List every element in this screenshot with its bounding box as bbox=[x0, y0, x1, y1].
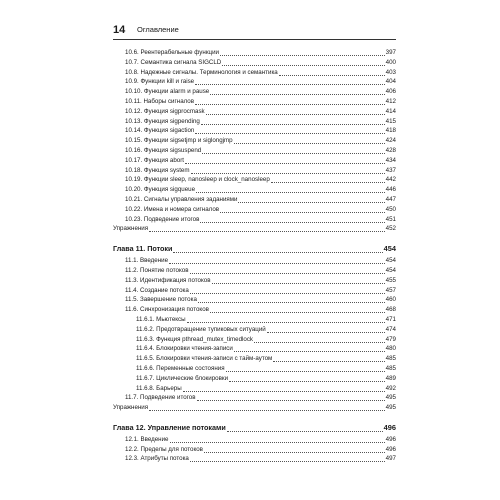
toc-entry-title: 10.17. Функция abort bbox=[125, 156, 185, 164]
toc-entry bbox=[113, 68, 396, 78]
page-number: 14 bbox=[113, 24, 126, 36]
dot-leader bbox=[227, 421, 383, 432]
toc-entry-title: 10.23. Подведение итогов bbox=[125, 215, 200, 223]
dot-leader bbox=[279, 68, 385, 76]
toc-entry-title: 10.12. Функция sigprocmask bbox=[125, 107, 205, 115]
toc-entry bbox=[113, 58, 396, 68]
toc-entry bbox=[113, 224, 396, 234]
dot-leader bbox=[149, 403, 385, 411]
toc-entry-page: 418 bbox=[385, 127, 396, 135]
chapter-gap bbox=[113, 413, 396, 417]
toc-entry-title: 10.13. Функция sigpending bbox=[125, 117, 200, 125]
toc-entry bbox=[113, 384, 396, 394]
chapter-gap bbox=[113, 234, 396, 238]
toc-entry-page: 424 bbox=[385, 137, 396, 145]
toc-entry-title: 11.6. Синхронизация потоков bbox=[125, 306, 209, 314]
toc-entry-title: 10.10. Функции alarm и pause bbox=[125, 88, 210, 96]
toc-entry bbox=[113, 354, 396, 364]
toc-entry-page: 479 bbox=[385, 335, 396, 343]
toc-entry bbox=[113, 195, 396, 205]
dot-leader bbox=[170, 435, 385, 443]
toc-entry-title: 11.6.8. Барьеры bbox=[136, 384, 182, 392]
toc-entry-title: 11.1. Введение bbox=[125, 257, 169, 265]
dot-leader bbox=[149, 224, 385, 232]
dot-leader bbox=[206, 107, 385, 115]
toc-entry-title: 11.7. Подведение итогов bbox=[125, 394, 196, 402]
chapter-heading bbox=[113, 421, 396, 435]
toc-entry bbox=[113, 256, 396, 266]
toc-entry-page: 457 bbox=[385, 286, 396, 294]
toc-entry-title: Упражнения bbox=[113, 225, 149, 233]
toc-entry bbox=[113, 435, 396, 445]
toc-entry-page: 495 bbox=[385, 394, 396, 402]
toc-entry-title: 11.6.2. Предотвращение тупиковых ситуаций bbox=[136, 325, 266, 333]
toc-entry-page: 400 bbox=[385, 58, 396, 66]
toc-entry-title: 11.6.1. Мьютексы bbox=[136, 315, 186, 323]
toc-entry bbox=[113, 77, 396, 87]
dot-leader bbox=[201, 117, 385, 125]
dot-leader bbox=[234, 344, 385, 352]
toc-entry-page: 415 bbox=[385, 117, 396, 125]
dot-leader bbox=[234, 136, 385, 144]
table-of-contents bbox=[113, 48, 396, 464]
toc-entry-page: 446 bbox=[385, 186, 396, 194]
toc-entry-page: 471 bbox=[385, 315, 396, 323]
dot-leader bbox=[254, 335, 385, 343]
dot-leader bbox=[195, 97, 385, 105]
toc-entry bbox=[113, 215, 396, 225]
toc-entry-title: 10.20. Функция sigqueue bbox=[125, 186, 196, 194]
toc-entry-page: 406 bbox=[385, 88, 396, 96]
toc-entry bbox=[113, 156, 396, 166]
dot-leader bbox=[220, 48, 385, 56]
dot-leader bbox=[190, 454, 385, 462]
toc-entry bbox=[113, 305, 396, 315]
dot-leader bbox=[229, 374, 385, 382]
dot-leader bbox=[273, 354, 384, 362]
toc-entry-title: 10.15. Функции sigsetjmp и siglongjmp bbox=[125, 137, 233, 145]
toc-entry bbox=[113, 48, 396, 58]
toc-entry-title: 11.2. Понятие потоков bbox=[125, 266, 189, 274]
dot-leader bbox=[200, 215, 384, 223]
toc-entry bbox=[113, 205, 396, 215]
dot-leader bbox=[173, 242, 382, 253]
toc-entry-title: 11.6.4. Блокировки чтения-записи bbox=[136, 345, 233, 353]
toc-entry-page: 455 bbox=[385, 276, 396, 284]
toc-entry-page: 412 bbox=[385, 97, 396, 105]
dot-leader bbox=[210, 305, 385, 313]
toc-entry-page: 454 bbox=[383, 244, 396, 254]
toc-entry-title: 11.6.6. Переменные состояния bbox=[136, 364, 225, 372]
toc-entry-title: 12.3. Атрибуты потока bbox=[125, 455, 189, 463]
dot-leader bbox=[267, 325, 385, 333]
toc-entry bbox=[113, 325, 396, 335]
toc-entry-page: 495 bbox=[385, 404, 396, 412]
dot-leader bbox=[190, 266, 385, 274]
toc-entry-page: 485 bbox=[385, 364, 396, 372]
dot-leader bbox=[196, 185, 385, 193]
toc-entry bbox=[113, 393, 396, 403]
toc-entry-page: 480 bbox=[385, 345, 396, 353]
toc-entry-title: 12.2. Пределы для потоков bbox=[125, 445, 203, 453]
toc-entry bbox=[113, 403, 396, 413]
dot-leader bbox=[191, 166, 385, 174]
toc-entry-page: 404 bbox=[385, 78, 396, 86]
dot-leader bbox=[185, 156, 385, 164]
toc-entry bbox=[113, 295, 396, 305]
toc-entry-page: 496 bbox=[385, 445, 396, 453]
toc-entry bbox=[113, 126, 396, 136]
dot-leader bbox=[195, 126, 384, 134]
toc-entry-page: 492 bbox=[385, 384, 396, 392]
dot-leader bbox=[212, 276, 385, 284]
dot-leader bbox=[202, 146, 384, 154]
toc-entry-page: 497 bbox=[385, 455, 396, 463]
dot-leader bbox=[238, 195, 384, 203]
toc-entry-page: 403 bbox=[385, 68, 396, 76]
dot-leader bbox=[204, 445, 385, 453]
toc-entry-title: 10.18. Функция system bbox=[125, 166, 190, 174]
toc-entry bbox=[113, 136, 396, 146]
dot-leader bbox=[197, 393, 385, 401]
toc-entry bbox=[113, 87, 396, 97]
toc-entry bbox=[113, 266, 396, 276]
toc-entry bbox=[113, 445, 396, 455]
toc-entry-page: 468 bbox=[385, 306, 396, 314]
toc-entry bbox=[113, 276, 396, 286]
chapter-heading bbox=[113, 242, 396, 256]
toc-entry bbox=[113, 315, 396, 325]
page-header bbox=[113, 23, 396, 40]
toc-entry bbox=[113, 374, 396, 384]
toc-entry-page: 447 bbox=[385, 195, 396, 203]
toc-entry bbox=[113, 344, 396, 354]
dot-leader bbox=[271, 175, 385, 183]
toc-entry bbox=[113, 454, 396, 464]
toc-entry-title: 12.1. Введение bbox=[125, 435, 169, 443]
toc-entry-title: 10.19. Функции sleep, nanosleep и clock_nanosleep bbox=[125, 176, 270, 184]
toc-entry-page: 489 bbox=[385, 374, 396, 382]
toc-entry-title: 10.7. Семантика сигнала SIGCLD bbox=[125, 58, 222, 66]
toc-entry bbox=[113, 185, 396, 195]
toc-entry bbox=[113, 97, 396, 107]
dot-leader bbox=[190, 286, 385, 294]
toc-entry-page: 442 bbox=[385, 176, 396, 184]
toc-entry-title: Упражнения bbox=[113, 404, 149, 412]
toc-entry-title: 10.14. Функция sigaction bbox=[125, 127, 195, 135]
toc-entry-page: 437 bbox=[385, 166, 396, 174]
toc-entry bbox=[113, 117, 396, 127]
toc-entry-page: 414 bbox=[385, 107, 396, 115]
dot-leader bbox=[198, 295, 385, 303]
toc-entry-title: Глава 12. Управление потоками bbox=[113, 422, 226, 432]
toc-entry-page: 454 bbox=[385, 266, 396, 274]
toc-entry bbox=[113, 286, 396, 296]
toc-entry-title: 11.6.5. Блокировки чтения-записи с тайм-аутом bbox=[136, 355, 273, 363]
toc-entry bbox=[113, 146, 396, 156]
toc-entry bbox=[113, 364, 396, 374]
toc-entry-title: 10.6. Реентерабельные функции bbox=[125, 49, 219, 56]
toc-entry bbox=[113, 107, 396, 117]
toc-entry-title: 10.9. Функции kill и raise bbox=[125, 78, 195, 86]
toc-entry-page: 452 bbox=[385, 225, 396, 233]
dot-leader bbox=[226, 364, 385, 372]
toc-entry-page: 450 bbox=[385, 205, 396, 213]
toc-entry-page: 496 bbox=[385, 435, 396, 443]
dot-leader bbox=[187, 315, 385, 323]
toc-entry-page: 428 bbox=[385, 146, 396, 154]
toc-entry-title: 11.3. Идентификация потоков bbox=[125, 276, 211, 284]
toc-entry-title: 10.21. Сигналы управления заданиями bbox=[125, 195, 238, 203]
toc-entry-page: 451 bbox=[385, 215, 396, 223]
running-title: Оглавление bbox=[137, 25, 179, 34]
toc-entry-title: 11.6.3. Функция pthread_mutex_timedlock bbox=[136, 335, 254, 343]
toc-entry bbox=[113, 166, 396, 176]
toc-entry-title: 11.6.7. Циклические блокировки bbox=[136, 374, 229, 382]
toc-entry-title: 10.22. Имена и номера сигналов bbox=[125, 205, 220, 213]
toc-entry-page: 474 bbox=[385, 325, 396, 333]
toc-entry-page: 454 bbox=[385, 257, 396, 265]
toc-entry-page: 460 bbox=[385, 296, 396, 304]
toc-entry bbox=[113, 175, 396, 185]
toc-entry-title: 11.4. Создание потока bbox=[125, 286, 189, 294]
dot-leader bbox=[195, 77, 385, 85]
dot-leader bbox=[210, 87, 384, 95]
dot-leader bbox=[220, 205, 385, 213]
dot-leader bbox=[183, 384, 385, 392]
toc-entry-title: 11.5. Завершение потока bbox=[125, 296, 197, 304]
toc-entry bbox=[113, 335, 396, 345]
toc-entry-title: Глава 11. Потоки bbox=[113, 244, 173, 254]
toc-entry-page: 485 bbox=[385, 355, 396, 363]
toc-entry-page: 434 bbox=[385, 156, 396, 164]
toc-entry-title: 10.8. Надежные сигналы. Терминология и семантика bbox=[125, 68, 278, 76]
toc-entry-title: 10.16. Функция sigsuspend bbox=[125, 146, 202, 154]
toc-entry-page: 397 bbox=[385, 49, 396, 56]
toc-entry-title: 10.11. Наборы сигналов bbox=[125, 97, 195, 105]
dot-leader bbox=[222, 58, 384, 66]
toc-entry-page: 496 bbox=[383, 422, 396, 432]
dot-leader bbox=[169, 256, 385, 264]
